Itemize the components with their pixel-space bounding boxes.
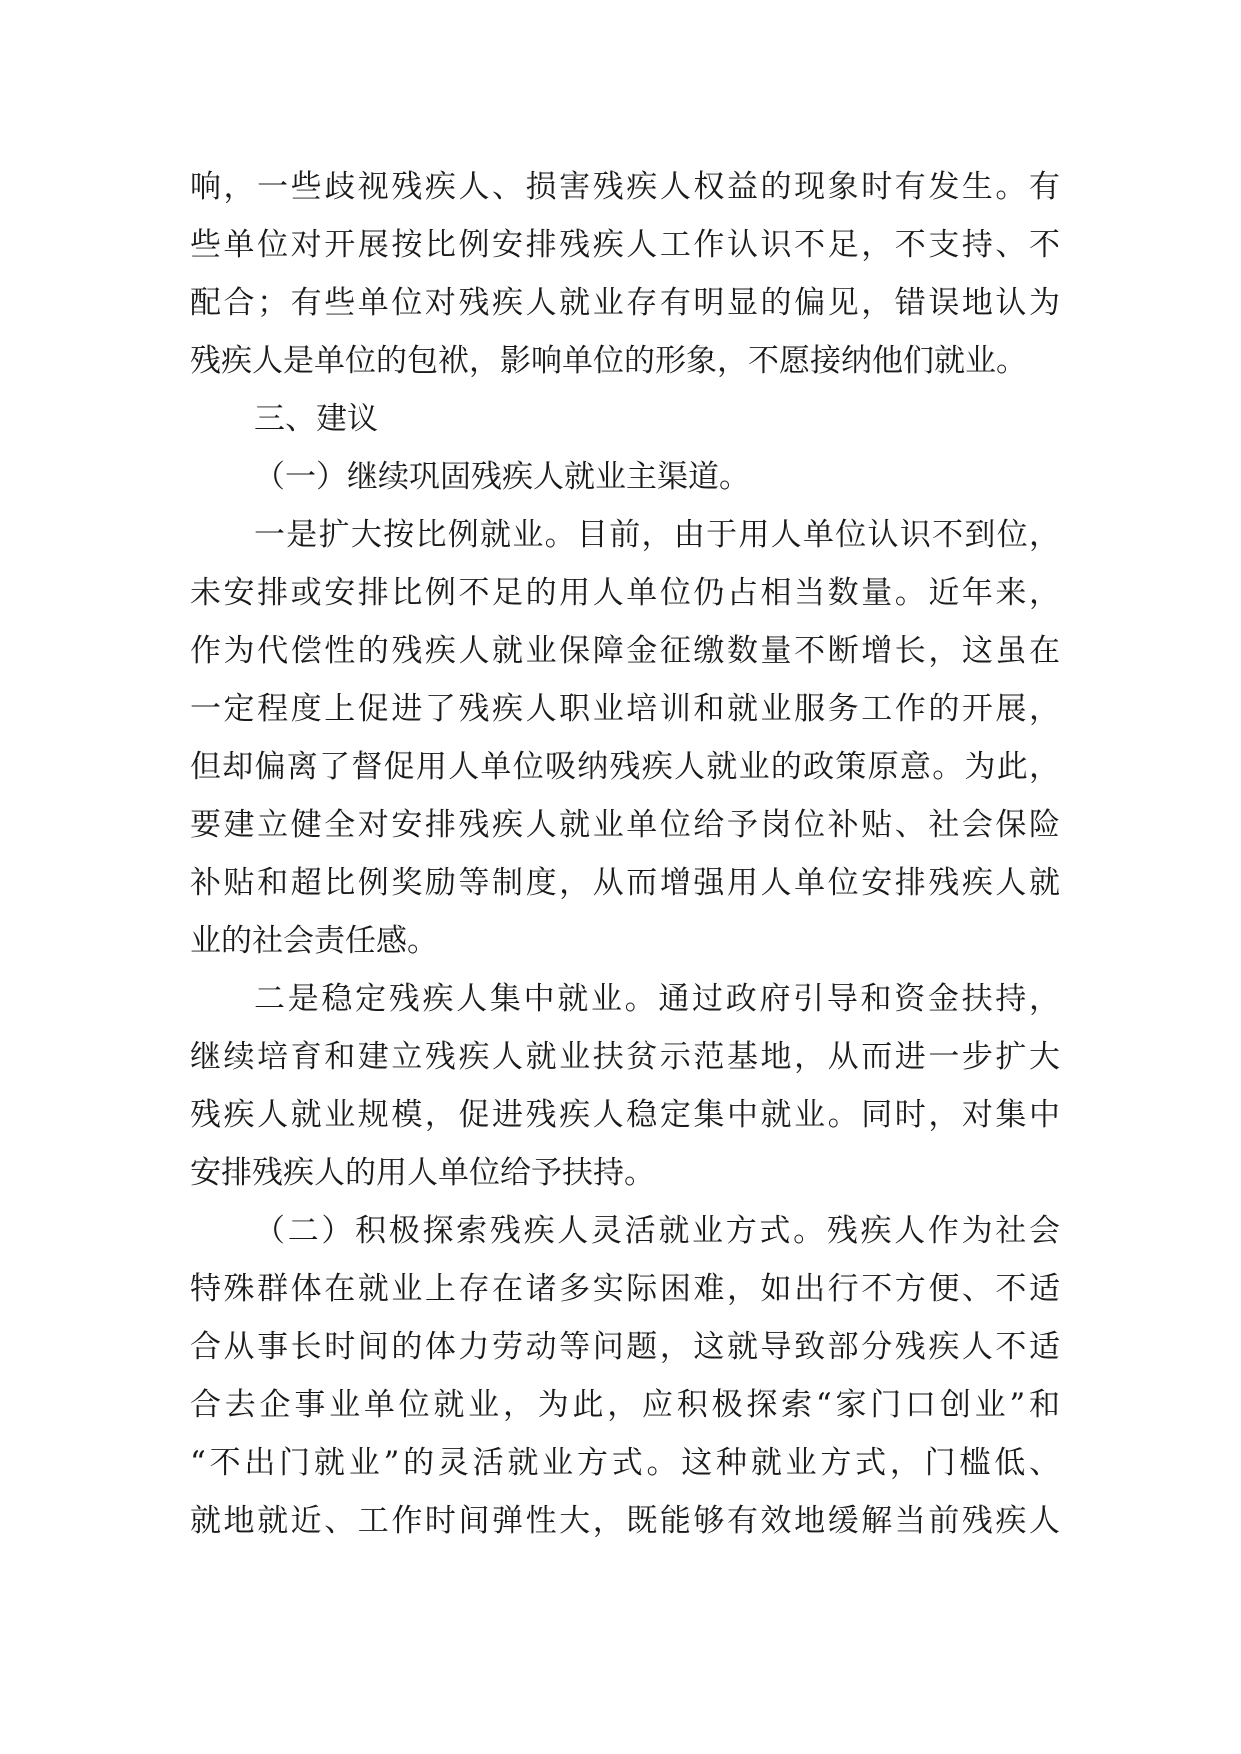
text-line: 合去企事业单位就业，为此，应积极探索“家门口创业”和 <box>190 1387 1060 1423</box>
subsection-heading: （二）积极探索残疾人灵活就业方式。残疾人作为社会 <box>254 1213 1060 1249</box>
text-line: 些单位对开展按比例安排残疾人工作认识不足，不支持、不 <box>190 227 1060 263</box>
text-line: 一定程度上促进了残疾人职业培训和就业服务工作的开展， <box>190 691 1060 727</box>
text-line: 但却偏离了督促用人单位吸纳残疾人就业的政策原意。为此， <box>190 749 1060 785</box>
text-line: 安排残疾人的用人单位给予扶持。 <box>190 1155 655 1191</box>
text-line: 二是稳定残疾人集中就业。通过政府引导和资金扶持， <box>254 981 1060 1017</box>
text-line: 配合；有些单位对残疾人就业存有明显的偏见，错误地认为 <box>190 285 1060 321</box>
text-line: 就地就近、工作时间弹性大，既能够有效地缓解当前残疾人 <box>190 1503 1060 1539</box>
text-line: “不出门就业”的灵活就业方式。这种就业方式，门槛低、 <box>190 1445 1060 1481</box>
text-line: 残疾人就业规模，促进残疾人稳定集中就业。同时，对集中 <box>190 1097 1060 1133</box>
text-line: 继续培育和建立残疾人就业扶贫示范基地，从而进一步扩大 <box>190 1039 1060 1075</box>
text-line: 一是扩大按比例就业。目前，由于用人单位认识不到位， <box>254 517 1060 553</box>
text-line: 合从事长时间的体力劳动等问题，这就导致部分残疾人不适 <box>190 1329 1060 1365</box>
text-line: 要建立健全对安排残疾人就业单位给予岗位补贴、社会保险 <box>190 807 1060 843</box>
text-line: 未安排或安排比例不足的用人单位仍占相当数量。近年来， <box>190 575 1060 611</box>
text-line: 特殊群体在就业上存在诸多实际困难，如出行不方便、不适 <box>190 1271 1060 1307</box>
text-line: 补贴和超比例奖励等制度，从而增强用人单位安排残疾人就 <box>190 865 1060 901</box>
section-heading: 三、建议 <box>254 401 378 437</box>
text-line: 残疾人是单位的包袱，影响单位的形象，不愿接纳他们就业。 <box>190 343 1027 379</box>
text-line: 作为代偿性的残疾人就业保障金征缴数量不断增长，这虽在 <box>190 633 1060 669</box>
text-line: 响，一些歧视残疾人、损害残疾人权益的现象时有发生。有 <box>190 169 1060 205</box>
subsection-heading: （一）继续巩固残疾人就业主渠道。 <box>254 459 750 495</box>
text-line: 业的社会责任感。 <box>190 923 438 959</box>
